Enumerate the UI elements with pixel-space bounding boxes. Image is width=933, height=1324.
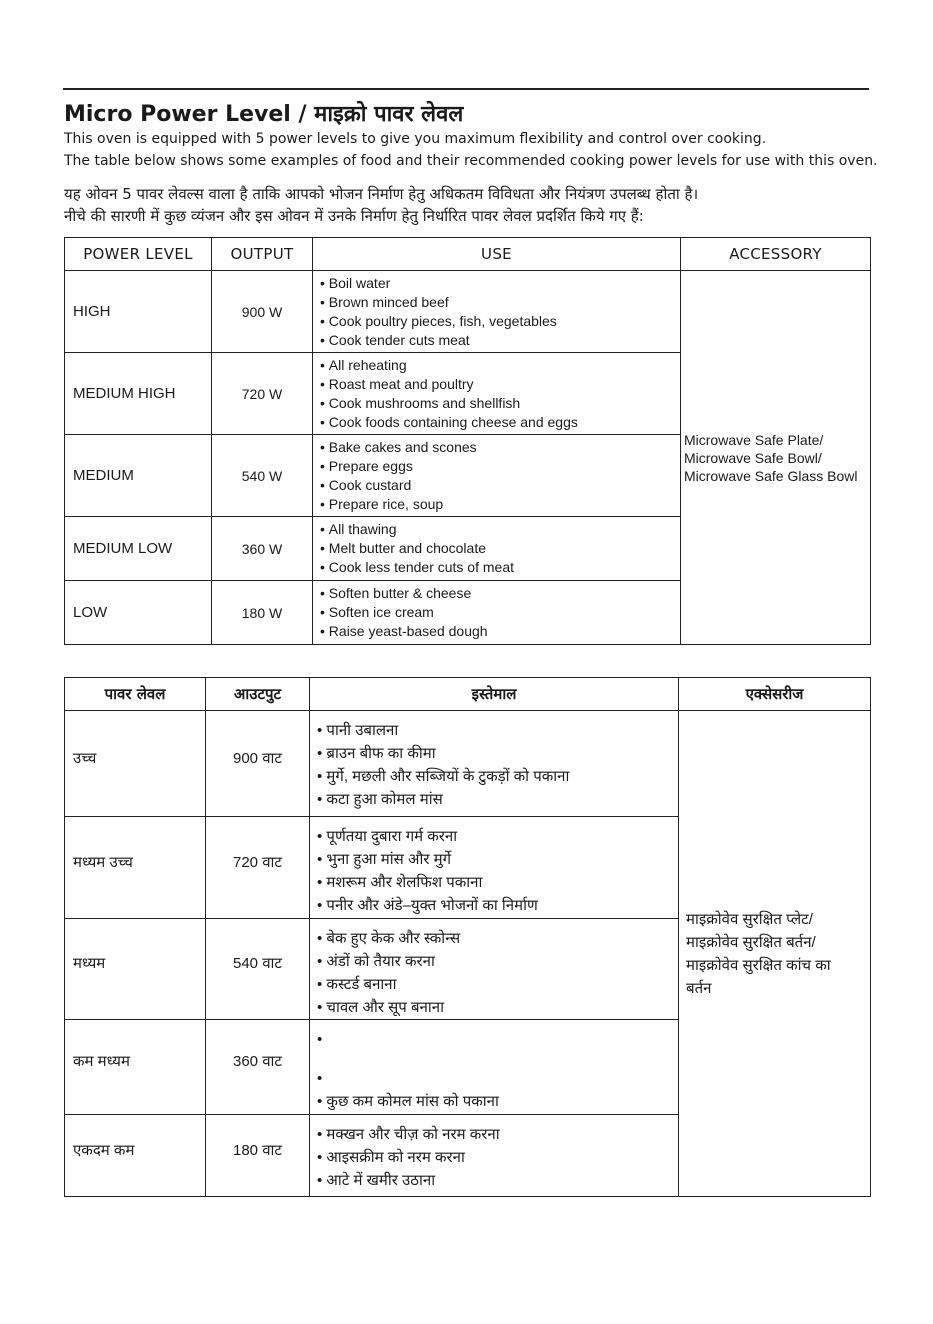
table-header-row [65,238,871,271]
power-level-table-hi [64,677,871,1197]
power-level-cell: MEDIUM [65,435,212,517]
use-item: • अंडों को तैयार करना [317,950,678,973]
intro-en-line-1: This oven is equipped with 5 power levels to give you maximum flexibility and control over cooking. [64,131,767,147]
intro-hi-line-1: यह ओवन 5 पावर लेवल्स वाला है ताकि आपको भोजन निर्माण हेतु अधिकतम विविधता और नियंत्रण उपलब्ध होता है। [64,185,699,203]
top-rule [63,88,869,90]
use-item: • Brown minced beef [320,293,680,312]
use-cell [313,271,681,353]
output-cell: 540 वाट [206,919,310,1020]
use-item: • Cook foods containing cheese and eggs [320,413,680,432]
use-item: • Roast meat and poultry [320,375,680,394]
use-item [317,1028,678,1051]
output-cell: 540 W [212,435,313,517]
accessory-line: माइक्रोवेव सुरक्षित प्लेट/ [686,910,813,928]
use-item: • कटा हुआ कोमल मांस [317,788,678,811]
use-item: • ब्राउन बीफ का कीमा [317,742,678,765]
use-item: • Soften ice cream [320,603,680,622]
use-item: • कुछ कम कोमल मांस को पकाना [317,1090,678,1113]
power-level-cell: कम मध्यम [65,1020,206,1115]
use-item: • Prepare rice, soup [320,495,680,514]
power-level-cell: मध्यम [65,919,206,1020]
use-item: • Boil water [320,274,680,293]
output-cell: 720 वाट [206,817,310,919]
use-cell [310,919,679,1020]
use-item: • चावल और सूप बनाना [317,996,678,1019]
power-level-cell: HIGH [65,271,212,353]
use-item: • Melt butter and chocolate [320,539,680,558]
use-cell [310,711,679,817]
header-use: USE [313,238,681,271]
use-cell [313,581,681,645]
header-accessory: एक्सेसरीज [679,678,871,711]
accessory-line: Microwave Safe Glass Bowl [684,467,858,484]
use-item: • भुना हुआ मांस और मुर्गे [317,848,678,871]
output-cell: 720 W [212,353,313,435]
header-power-level: पावर लेवल [65,678,206,711]
accessory-cell [681,271,871,645]
use-item: • कस्टर्ड बनाना [317,973,678,996]
use-item: • पानी उबालना [317,719,678,742]
power-level-cell: MEDIUM LOW [65,517,212,581]
table-row [65,711,871,817]
table-row [65,271,871,353]
use-cell [313,435,681,517]
use-item: • Soften butter & cheese [320,584,680,603]
output-cell: 360 W [212,517,313,581]
header-output: आउटपुट [206,678,310,711]
use-item: • पनीर और अंडे–युक्त भोजनों का निर्माण [317,894,678,917]
use-item: • Cook less tender cuts of meat [320,558,680,577]
use-item [317,1067,678,1090]
intro-en-line-2: The table below shows some examples of food and their recommended cooking power levels for use with this oven. [64,153,878,169]
use-item: • All thawing [320,520,680,539]
use-cell [310,1020,679,1115]
header-accessory: ACCESSORY [681,238,871,271]
power-level-cell: उच्च [65,711,206,817]
use-item: • मक्खन और चीज़ को नरम करना [317,1123,678,1146]
use-cell [313,517,681,581]
header-power-level: POWER LEVEL [65,238,212,271]
use-item: • मुर्गे, मछली और सब्जियों के टुकड़ों को पकाना [317,765,678,788]
use-item: • पूर्णतया दुबारा गर्म करना [317,825,678,848]
power-level-cell: एकदम कम [65,1115,206,1197]
accessory-line: माइक्रोवेव सुरक्षित कांच का [686,956,831,974]
output-cell: 180 वाट [206,1115,310,1197]
power-level-cell: मध्यम उच्च [65,817,206,919]
table-header-row [65,678,871,711]
use-item: • Cook tender cuts meat [320,331,680,350]
use-item: • Cook custard [320,476,680,495]
use-item: • आटे में खमीर उठाना [317,1169,678,1192]
use-cell [310,1115,679,1197]
output-cell: 360 वाट [206,1020,310,1115]
use-cell [310,817,679,919]
use-cell [313,353,681,435]
use-item: • आइसक्रीम को नरम करना [317,1146,678,1169]
output-cell: 180 W [212,581,313,645]
use-item: • बेक हुए केक और स्कोन्स [317,927,678,950]
use-item: • Raise yeast-based dough [320,622,680,641]
accessory-line: Microwave Safe Bowl/ [684,449,822,466]
use-item: • Prepare eggs [320,457,680,476]
power-level-table-en [64,237,871,645]
header-output: OUTPUT [212,238,313,271]
use-item: • मशरूम और शेलफिश पकाना [317,871,678,894]
power-level-cell: LOW [65,581,212,645]
accessory-line: माइक्रोवेव सुरक्षित बर्तन/ [686,933,816,951]
use-item: • All reheating [320,356,680,375]
use-item: • Bake cakes and scones [320,438,680,457]
power-level-cell: MEDIUM HIGH [65,353,212,435]
header-use: इस्तेमाल [310,678,679,711]
use-item: • Cook mushrooms and shellfish [320,394,680,413]
output-cell: 900 W [212,271,313,353]
intro-hi-line-2: नीचे की सारणी में कुछ व्यंजन और इस ओवन में उनके निर्माण हेतु निर्धारित पावर लेवल प्रदर्शित किये गए हैं: [64,207,644,225]
output-cell: 900 वाट [206,711,310,817]
accessory-line: Microwave Safe Plate/ [684,431,824,448]
page-title: Micro Power Level / माइक्रो पावर लेवल [64,102,464,127]
use-item: • Cook poultry pieces, fish, vegetables [320,312,680,331]
accessory-cell [679,711,871,1197]
accessory-line: बर्तन [686,979,712,997]
